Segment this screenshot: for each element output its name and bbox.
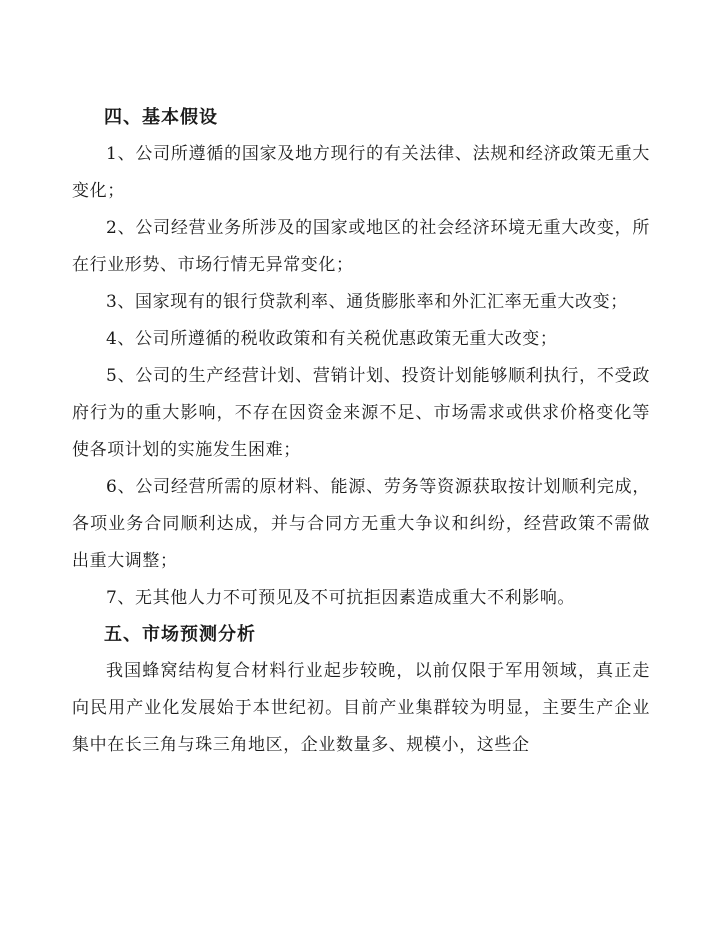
assumption-paragraph: 2、公司经营业务所涉及的国家或地区的社会经济环境无重大改变，所在行业形势、市场行情无异常变化； bbox=[72, 218, 650, 275]
section-basic-assumptions bbox=[72, 100, 650, 617]
assumption-paragraph: 4、公司所遵循的税收政策和有关税优惠政策无重大改变； bbox=[106, 329, 558, 349]
document-body bbox=[72, 100, 650, 764]
section-heading: 四、基本假设 bbox=[104, 107, 218, 128]
assumption-paragraph: 6、公司经营所需的原材料、能源、劳务等资源获取按计划顺利完成，各项业务合同顺利达成，并与合同方无重大争议和纠纷，经营政策不需做出重大调整； bbox=[72, 477, 650, 571]
assumption-paragraph: 7、无其他人力不可预见及不可抗拒因素造成重大不利影响。 bbox=[106, 588, 576, 608]
market-paragraph: 我国蜂窝结构复合材料行业起步较晚，以前仅限于军用领域，真正走向民用产业化发展始于本世纪初。目前产业集群较为明显，主要生产企业集中在长三角与珠三角地区，企业数量多、规模小，这些企 bbox=[72, 661, 650, 755]
assumption-paragraph: 1、公司所遵循的国家及地方现行的有关法律、法规和经济政策无重大变化； bbox=[72, 144, 650, 201]
section-heading: 五、市场预测分析 bbox=[104, 624, 256, 645]
section-market-forecast bbox=[72, 617, 650, 764]
assumption-paragraph: 3、国家现有的银行贷款利率、通货膨胀率和外汇汇率无重大改变； bbox=[106, 292, 628, 312]
assumption-paragraph: 5、公司的生产经营计划、营销计划、投资计划能够顺利执行，不受政府行为的重大影响，不存在因资金来源不足、市场需求或供求价格变化等使各项计划的实施发生困难； bbox=[72, 366, 650, 460]
